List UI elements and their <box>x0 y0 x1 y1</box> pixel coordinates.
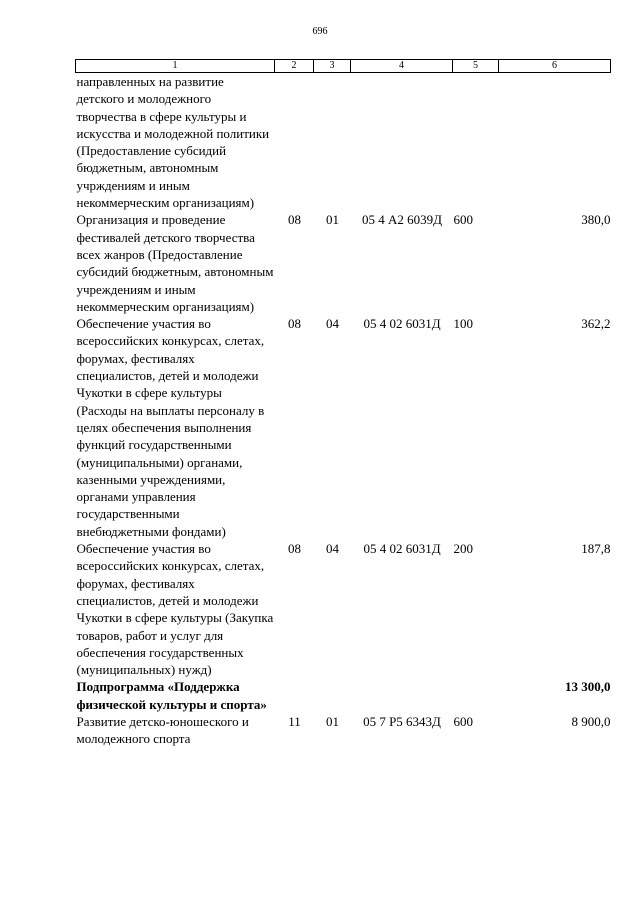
row-target-article: 05 4 А2 6039Д <box>361 212 442 228</box>
row-expense-type: 600 <box>453 212 473 228</box>
row-name: Обеспечение участия во всероссийских конкурсах, слетах, форумах, фестивалях специалистов, детей и молодежи Чукотки в сфере культуры (Расходы на выплаты персоналу в целях обеспечения выполнения функций государственными (муниципальными) органами, казенными учреждениями, органами управления государственными внебюджетными фондами) <box>76 316 265 539</box>
row-expense-type: 600 <box>453 713 473 729</box>
row-name: Подпрограмма «Поддержка физической культуры и спорта» <box>76 679 267 712</box>
row-target-article: 05 7 Р5 6343Д <box>363 713 441 729</box>
page-number: 696 <box>312 26 328 37</box>
column-header-5: 5 <box>453 60 499 73</box>
row-name: Организация и проведение фестивалей детского творчества всех жанров (Предоставление субсидий бюджетным, автономным учреждениям и иным некоммерческим организациям) <box>76 212 274 314</box>
row-name: Обеспечение участия во всероссийских конкурсах, слетах, форумах, фестивалях специалистов, детей и молодежи Чукотки в сфере культуры (Закупка товаров, работ и услуг для обеспечения государственных (муниципальных) нужд) <box>76 541 274 678</box>
row-expense-type: 100 <box>453 316 473 332</box>
row-amount: 8 900,0 <box>571 713 611 729</box>
row-section: 08 <box>288 212 301 228</box>
row-section: 11 <box>288 713 301 729</box>
row-target-article <box>351 678 453 713</box>
row-name: Развитие детско-юношеского и молодежного спорта <box>76 713 249 747</box>
table-body <box>76 73 611 748</box>
row-subsection: 04 <box>326 541 339 557</box>
row-expense-type <box>453 678 499 713</box>
row-amount: 380,0 <box>581 212 611 228</box>
budget-table <box>75 59 611 748</box>
row-target-article <box>351 73 453 212</box>
column-header-6: 6 <box>499 60 611 73</box>
row-expense-type: 200 <box>453 541 473 557</box>
row-section <box>275 73 314 212</box>
table-row-subprogram <box>76 678 611 713</box>
row-section: 08 <box>288 541 301 557</box>
row-target-article: 05 4 02 6031Д <box>363 316 441 332</box>
column-header-4: 4 <box>351 60 453 73</box>
table-row <box>76 315 611 540</box>
row-section: 08 <box>288 316 301 332</box>
table-row <box>76 73 611 212</box>
row-name: направленных на развитие детского и молодежного творчества в сфере культуры и искусства и молодежной политики (Предоставление субсидий бюджетным, автономным учрждениям и иным некоммерческим организациям) <box>76 74 270 211</box>
row-subsection: 04 <box>326 316 339 332</box>
row-amount: 362,2 <box>581 316 611 332</box>
column-header-3: 3 <box>314 60 351 73</box>
table-row <box>76 713 611 748</box>
row-subsection: 01 <box>326 212 339 228</box>
row-subsection <box>314 678 351 713</box>
table-row <box>76 211 611 315</box>
table-header <box>76 60 611 73</box>
row-subsection <box>314 73 351 212</box>
row-expense-type <box>453 73 499 212</box>
header-row <box>76 60 611 73</box>
column-header-1: 1 <box>76 60 275 73</box>
row-section <box>275 678 314 713</box>
row-amount: 13 300,0 <box>565 679 611 695</box>
row-subsection: 01 <box>326 713 339 729</box>
table-row <box>76 540 611 678</box>
row-amount <box>499 73 611 212</box>
column-header-2: 2 <box>275 60 314 73</box>
row-target-article: 05 4 02 6031Д <box>363 541 441 557</box>
row-amount: 187,8 <box>581 541 611 557</box>
